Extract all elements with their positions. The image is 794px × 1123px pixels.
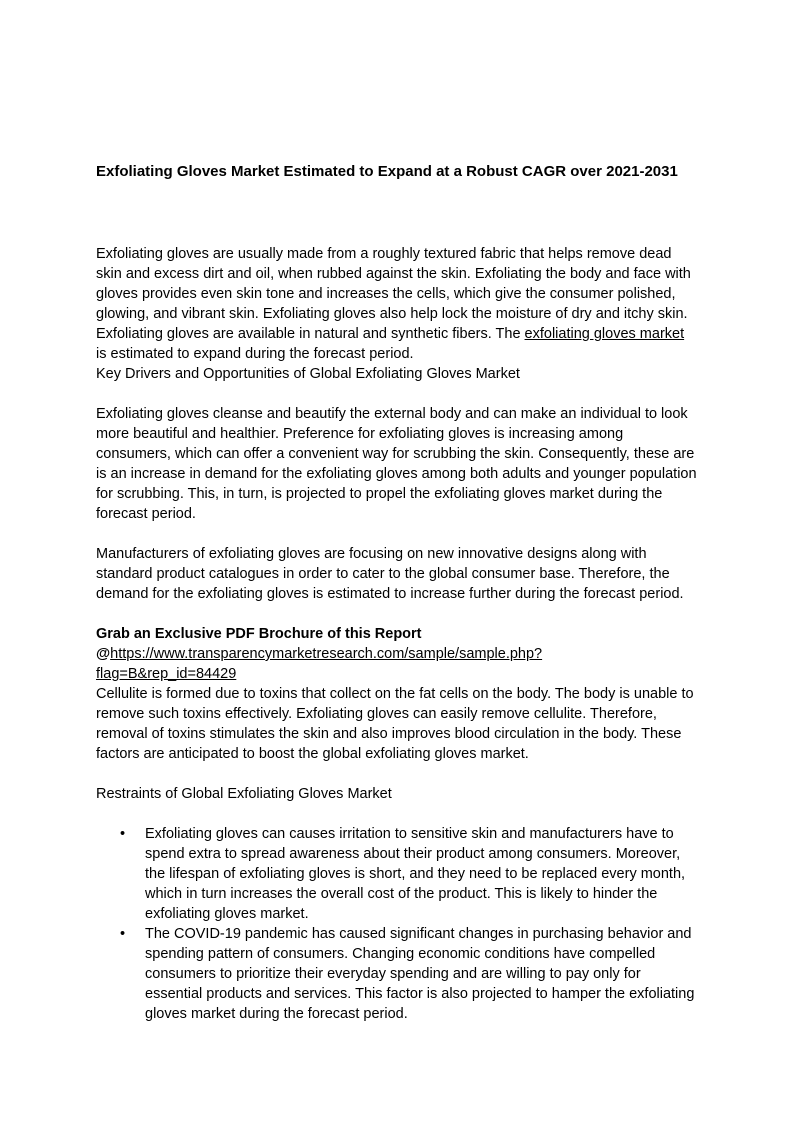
- paragraph-cellulite: Cellulite is formed due to toxins that collect on the fat cells on the body. The body is unable to remove such toxins effectively. Exfoliating gloves can easily remove cellulite. Therefore, removal of toxins stimulates the skin and also improves blood circulation in the body. These factors are anticipated to boost the global exfoliating gloves market.: [96, 686, 694, 762]
- page-title: Exfoliating Gloves Market Estimated to Expand at a Robust CAGR over 2021-2031: [96, 163, 678, 180]
- bullet-icon: •: [120, 926, 126, 942]
- bullet-text: The COVID-19 pandemic has caused significant changes in purchasing behavior and spending pattern of consumers. Changing economic conditions have compelled consumers to prioritize their everyday spending and are willing to pay only for essential products and services. This factor is also projected to hamper the exfoliating gloves market during the forecast period.: [145, 926, 695, 1022]
- restraints-bullet-list: [96, 824, 697, 1024]
- sample-report-link[interactable]: https://www.transparencymarketresearch.com/sample/sample.php?flag=B&rep_id=84429: [96, 646, 543, 682]
- bullet-icon: •: [120, 826, 126, 842]
- intro-text-after-link: is estimated to expand during the forecast period.: [96, 346, 414, 362]
- intro-text-before-link: Exfoliating gloves are usually made from a roughly textured fabric that helps remove dead skin and excess dirt and oil, when rubbed against the skin. Exfoliating the body and face with gloves provides even skin tone and increases the cells, which give the consumer polished, glowing, and vibrant skin. Exfoliating gloves also help lock the moisture of dry and itchy skin. Exfoliating gloves are available in natural and synthetic fibers. The: [96, 246, 691, 342]
- paragraph-key-drivers: Exfoliating gloves cleanse and beautify the external body and can make an individual to look more beautiful and healthier. Preference for exfoliating gloves is increasing among consumers, which can offer a convenient way for scrubbing the skin. Consequently, these are is an increase in demand for the exfoliating gloves among both adults and younger population for scrubbing. This, in turn, is projected to propel the exfoliating gloves market during the forecast period.: [96, 406, 697, 522]
- brochure-label: Grab an Exclusive PDF Brochure of this Report: [96, 626, 422, 642]
- brochure-line: [96, 624, 681, 684]
- bullet-text: Exfoliating gloves can causes irritation to sensitive skin and manufacturers have to spend extra to spread awareness about their product among consumers. Moreover, the lifespan of exfoliating gloves is short, and they need to be replaced every month, which in turn increases the overall cost of the product. This is likely to hinder the exfoliating gloves market.: [145, 826, 686, 922]
- paragraph-manufacturers: Manufacturers of exfoliating gloves are focusing on new innovative designs along with standard product catalogues in order to cater to the global consumer base. Therefore, the demand for the exfoliating gloves is estimated to increase further during the forecast period.: [96, 546, 684, 602]
- bullet-item: [96, 924, 697, 1024]
- bullet-item: [96, 824, 697, 924]
- exfoliating-gloves-market-link[interactable]: exfoliating gloves market: [524, 326, 685, 342]
- intro-paragraph: [96, 244, 697, 364]
- restraints-heading: Restraints of Global Exfoliating Gloves Market: [96, 786, 392, 802]
- key-drivers-subheading: Key Drivers and Opportunities of Global Exfoliating Gloves Market: [96, 366, 520, 382]
- brochure-at-sign: @: [96, 646, 111, 662]
